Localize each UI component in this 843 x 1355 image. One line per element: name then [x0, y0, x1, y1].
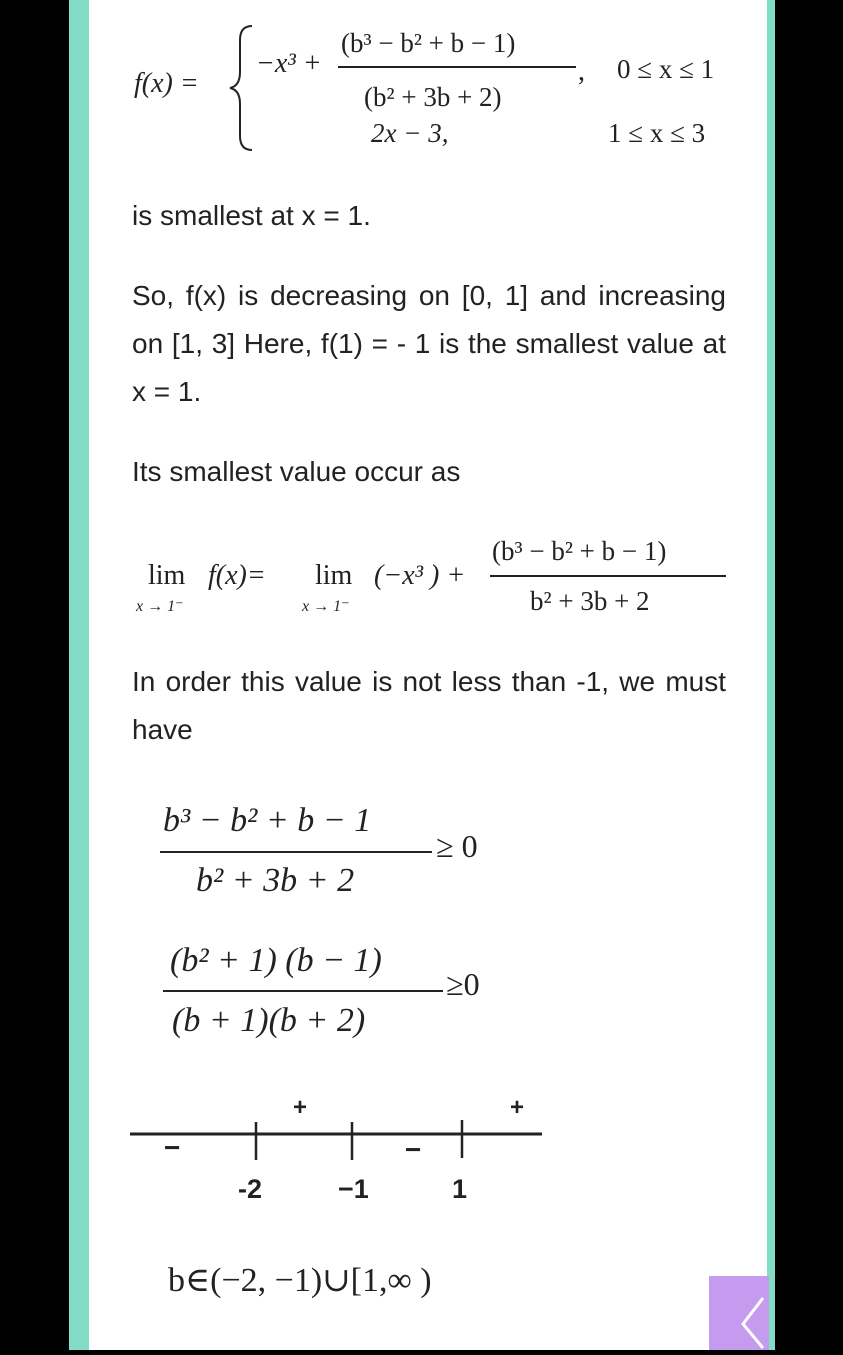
collapse-button[interactable]	[709, 1276, 769, 1350]
paragraph-occur: Its smallest value occur as	[132, 456, 461, 487]
inequality-1-numerator: b³ − b² + b − 1	[163, 802, 372, 839]
inequality-2-denominator: (b + 1)(b + 2)	[172, 1002, 366, 1039]
inequality-2-relation: ≥0	[446, 966, 480, 1002]
case1-fraction-bar	[338, 66, 576, 68]
tick-label-1: 1	[452, 1174, 468, 1204]
paragraph-smallest: is smallest at x = 1.	[132, 200, 371, 231]
sign-plus-middle: +	[293, 1094, 308, 1121]
inequality-1-fraction-bar	[160, 851, 432, 853]
paragraph-decreasing: So, f(x) is decreasing on [0, 1] and increasing on [1, 3] Here, f(1) = - 1 is the smallest value at x = 1.	[132, 280, 726, 407]
case1-expression: −x³ +	[256, 48, 322, 79]
limit-word-2: lim	[315, 560, 353, 591]
inequality-2-numerator: (b² + 1) (b − 1)	[170, 942, 382, 979]
limit-denominator: b² + 3b + 2	[530, 586, 650, 616]
limit-polynomial: (−x³ ) +	[374, 560, 466, 591]
sign-minus-left: −	[164, 1132, 181, 1163]
limit-function: f(x)=	[208, 560, 266, 591]
case1-numerator: (b³ − b² + b − 1)	[341, 28, 516, 58]
final-answer: b∈(−2, −1)∪[1,∞ )	[168, 1262, 432, 1299]
inequality-2-fraction-bar	[163, 990, 443, 992]
limit-numerator: (b³ − b² + b − 1)	[492, 536, 667, 566]
number-line	[128, 1108, 548, 1168]
function-lhs: f(x) =	[134, 68, 199, 99]
limit-word-1: lim	[148, 560, 186, 591]
limit-fraction-bar	[490, 575, 726, 577]
case1-condition: 0 ≤ x ≤ 1	[617, 54, 715, 84]
limit-subscript-1: x → 1⁻	[136, 598, 184, 615]
sign-minus-right: −	[405, 1134, 422, 1165]
case2-expression: 2x − 3,	[371, 118, 449, 148]
inequality-1-denominator: b² + 3b + 2	[196, 862, 355, 899]
sign-plus-right: +	[510, 1094, 525, 1121]
tick-label-minus-1: −1	[338, 1174, 369, 1204]
inequality-1-relation: ≥ 0	[436, 828, 478, 864]
case1-comma: ,	[578, 56, 585, 87]
case2-condition: 1 ≤ x ≤ 3	[608, 118, 706, 148]
paragraph-must-have: In order this value is not less than -1, we must have	[132, 666, 726, 745]
left-brace	[226, 22, 256, 154]
chevron-left-icon	[709, 1276, 769, 1350]
limit-subscript-2: x → 1⁻	[302, 598, 350, 615]
tick-label-minus-2: -2	[238, 1174, 263, 1204]
left-frame-border	[69, 0, 89, 1350]
case1-denominator: (b² + 3b + 2)	[364, 82, 502, 112]
right-frame-border	[767, 0, 775, 1350]
